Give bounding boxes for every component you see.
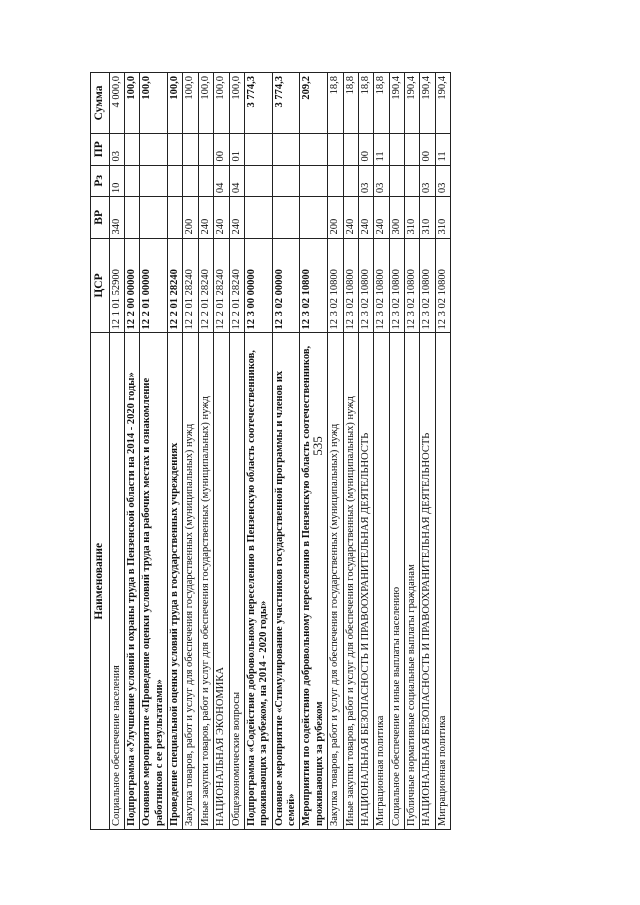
cell-rz: 03 [435, 165, 450, 197]
cell-sum: 18,8 [374, 73, 389, 134]
cell-name: НАЦИОНАЛЬНАЯ БЕЗОПАСНОСТЬ И ПРАВООХРАНИТЕЛЬНАЯ ДЕЯТЕЛЬНОСТЬ [358, 333, 373, 830]
cell-vr: 240 [343, 197, 358, 238]
cell-csr: 12 3 02 10800 [328, 238, 343, 333]
cell-name: Закупка товаров, работ и услуг для обеспечения государственных (муниципальных) нужд [183, 333, 198, 830]
cell-csr: 12 3 00 00000 [244, 238, 272, 333]
cell-rz: 04 [229, 165, 244, 197]
cell-csr: 12 2 01 28240 [229, 238, 244, 333]
cell-sum: 100,0 [183, 73, 198, 134]
cell-pr [124, 133, 139, 165]
cell-pr [272, 133, 300, 165]
table-row [300, 73, 328, 830]
cell-rz [272, 165, 300, 197]
table-row [244, 73, 272, 830]
cell-pr [183, 133, 198, 165]
cell-pr: 11 [435, 133, 450, 165]
cell-name: Миграционная политика [435, 333, 450, 830]
cell-pr: 01 [229, 133, 244, 165]
header-vr: ВР [91, 197, 110, 238]
cell-sum: 3 774,3 [272, 73, 300, 134]
page-number: 535 [309, 436, 325, 456]
cell-csr: 12 3 02 10800 [389, 238, 404, 333]
cell-vr [168, 197, 183, 238]
cell-csr: 12 2 01 00000 [140, 238, 168, 333]
cell-vr: 310 [405, 197, 420, 238]
table-row [272, 73, 300, 830]
cell-name: Основное мероприятие «Стимулирование участников государственной программы и членов их семей» [272, 333, 300, 830]
table-row [214, 73, 229, 830]
cell-csr: 12 3 02 10800 [374, 238, 389, 333]
cell-rz [168, 165, 183, 197]
cell-csr: 12 3 02 10800 [300, 238, 328, 333]
cell-name: Подпрограмма «Улучшение условий и охраны труда в Пензенской области на 2014 - 2020 годы» [124, 333, 139, 830]
cell-name: Закупка товаров, работ и услуг для обеспечения государственных (муниципальных) нужд [328, 333, 343, 830]
cell-csr: 12 3 02 00000 [272, 238, 300, 333]
cell-pr [168, 133, 183, 165]
cell-sum: 100,0 [168, 73, 183, 134]
cell-vr: 310 [420, 197, 435, 238]
cell-rz [389, 165, 404, 197]
cell-sum: 18,8 [358, 73, 373, 134]
cell-vr: 200 [328, 197, 343, 238]
table-row [198, 73, 213, 830]
cell-sum: 190,4 [389, 73, 404, 134]
cell-vr [140, 197, 168, 238]
cell-pr [328, 133, 343, 165]
cell-csr: 12 3 02 10800 [405, 238, 420, 333]
cell-rz: 04 [214, 165, 229, 197]
cell-csr: 12 2 00 00000 [124, 238, 139, 333]
cell-name: НАЦИОНАЛЬНАЯ ЭКОНОМИКА [214, 333, 229, 830]
cell-name: Проведение специальной оценки условий труда в государственных учреждениях [168, 333, 183, 830]
cell-vr: 200 [183, 197, 198, 238]
table-row [343, 73, 358, 830]
cell-pr [343, 133, 358, 165]
cell-csr: 12 3 02 10800 [358, 238, 373, 333]
cell-pr [300, 133, 328, 165]
cell-pr: 00 [420, 133, 435, 165]
cell-sum: 209,2 [300, 73, 328, 134]
cell-sum: 4 000,0 [109, 73, 124, 134]
cell-name: Социальное обеспечение и иные выплаты населению [389, 333, 404, 830]
cell-name: Миграционная политика [374, 333, 389, 830]
table-row [124, 73, 139, 830]
table-row [328, 73, 343, 830]
cell-sum: 100,0 [214, 73, 229, 134]
table-row [168, 73, 183, 830]
cell-pr [140, 133, 168, 165]
cell-pr [389, 133, 404, 165]
cell-rz [124, 165, 139, 197]
cell-pr [198, 133, 213, 165]
table-row [229, 73, 244, 830]
cell-sum: 3 774,3 [244, 73, 272, 134]
cell-csr: 12 2 01 28240 [198, 238, 213, 333]
cell-rz: 03 [358, 165, 373, 197]
cell-vr: 240 [214, 197, 229, 238]
budget-table [90, 72, 451, 830]
cell-pr: 00 [214, 133, 229, 165]
cell-pr: 00 [358, 133, 373, 165]
cell-name: Мероприятия по содействию добровольному переселению в Пензенскую область соотечественников, проживающих за рубежом [300, 333, 328, 830]
cell-vr [124, 197, 139, 238]
cell-name: Публичные нормативные социальные выплаты гражданам [405, 333, 420, 830]
cell-name: Общеэкономические вопросы [229, 333, 244, 830]
cell-vr [244, 197, 272, 238]
cell-name: Подпрограмма «Содействие добровольному переселению в Пензенскую область соотечественников, проживающих за рубежом, на 2014 - 2020 годы» [244, 333, 272, 830]
table-body [109, 73, 451, 830]
cell-rz: 03 [374, 165, 389, 197]
header-pr: ПР [91, 133, 110, 165]
cell-sum: 100,0 [124, 73, 139, 134]
cell-csr: 12 2 01 28240 [183, 238, 198, 333]
cell-rz [183, 165, 198, 197]
table-row [405, 73, 420, 830]
cell-sum: 190,4 [420, 73, 435, 134]
cell-csr: 12 3 02 10800 [420, 238, 435, 333]
cell-name: Иные закупки товаров, работ и услуг для обеспечения государственных (муниципальных) нужд [198, 333, 213, 830]
cell-name: Основное мероприятие «Проведение оценки условий труда на рабочих местах и ознакомление работников с ее результатами» [140, 333, 168, 830]
cell-vr: 240 [358, 197, 373, 238]
cell-sum: 18,8 [328, 73, 343, 134]
cell-sum: 100,0 [229, 73, 244, 134]
table-row [389, 73, 404, 830]
cell-vr: 240 [229, 197, 244, 238]
cell-sum: 190,4 [435, 73, 450, 134]
cell-csr: 12 2 01 28240 [214, 238, 229, 333]
table-row [374, 73, 389, 830]
table-row [358, 73, 373, 830]
cell-rz: 03 [420, 165, 435, 197]
cell-rz [328, 165, 343, 197]
table-header-row [91, 73, 110, 830]
cell-vr: 300 [389, 197, 404, 238]
cell-vr [272, 197, 300, 238]
header-name: Наименование [91, 333, 110, 830]
cell-sum: 100,0 [198, 73, 213, 134]
cell-vr: 240 [198, 197, 213, 238]
cell-name: НАЦИОНАЛЬНАЯ БЕЗОПАСНОСТЬ И ПРАВООХРАНИТЕЛЬНАЯ ДЕЯТЕЛЬНОСТЬ [420, 333, 435, 830]
cell-pr: 11 [374, 133, 389, 165]
cell-csr: 12 3 02 10800 [343, 238, 358, 333]
cell-sum: 100,0 [140, 73, 168, 134]
header-csr: ЦСР [91, 238, 110, 333]
rotated-table-wrapper [90, 72, 534, 830]
cell-sum: 18,8 [343, 73, 358, 134]
cell-vr: 310 [435, 197, 450, 238]
cell-pr: 03 [109, 133, 124, 165]
table-row [109, 73, 124, 830]
cell-pr [244, 133, 272, 165]
table-row [420, 73, 435, 830]
cell-name: Социальное обеспечение населения [109, 333, 124, 830]
cell-rz [343, 165, 358, 197]
cell-vr: 240 [374, 197, 389, 238]
cell-rz: 10 [109, 165, 124, 197]
cell-rz [244, 165, 272, 197]
header-sum: Сумма [91, 73, 110, 134]
cell-csr: 12 3 02 10800 [435, 238, 450, 333]
cell-rz [198, 165, 213, 197]
table-row [140, 73, 168, 830]
cell-csr: 12 2 01 28240 [168, 238, 183, 333]
table-row [435, 73, 450, 830]
cell-rz [405, 165, 420, 197]
cell-rz [140, 165, 168, 197]
cell-csr: 12 1 01 52900 [109, 238, 124, 333]
header-rz: Рз [91, 165, 110, 197]
cell-pr [405, 133, 420, 165]
cell-sum: 190,4 [405, 73, 420, 134]
cell-rz [300, 165, 328, 197]
cell-vr [300, 197, 328, 238]
table-row [183, 73, 198, 830]
cell-name: Иные закупки товаров, работ и услуг для обеспечения государственных (муниципальных) нужд [343, 333, 358, 830]
cell-vr: 340 [109, 197, 124, 238]
